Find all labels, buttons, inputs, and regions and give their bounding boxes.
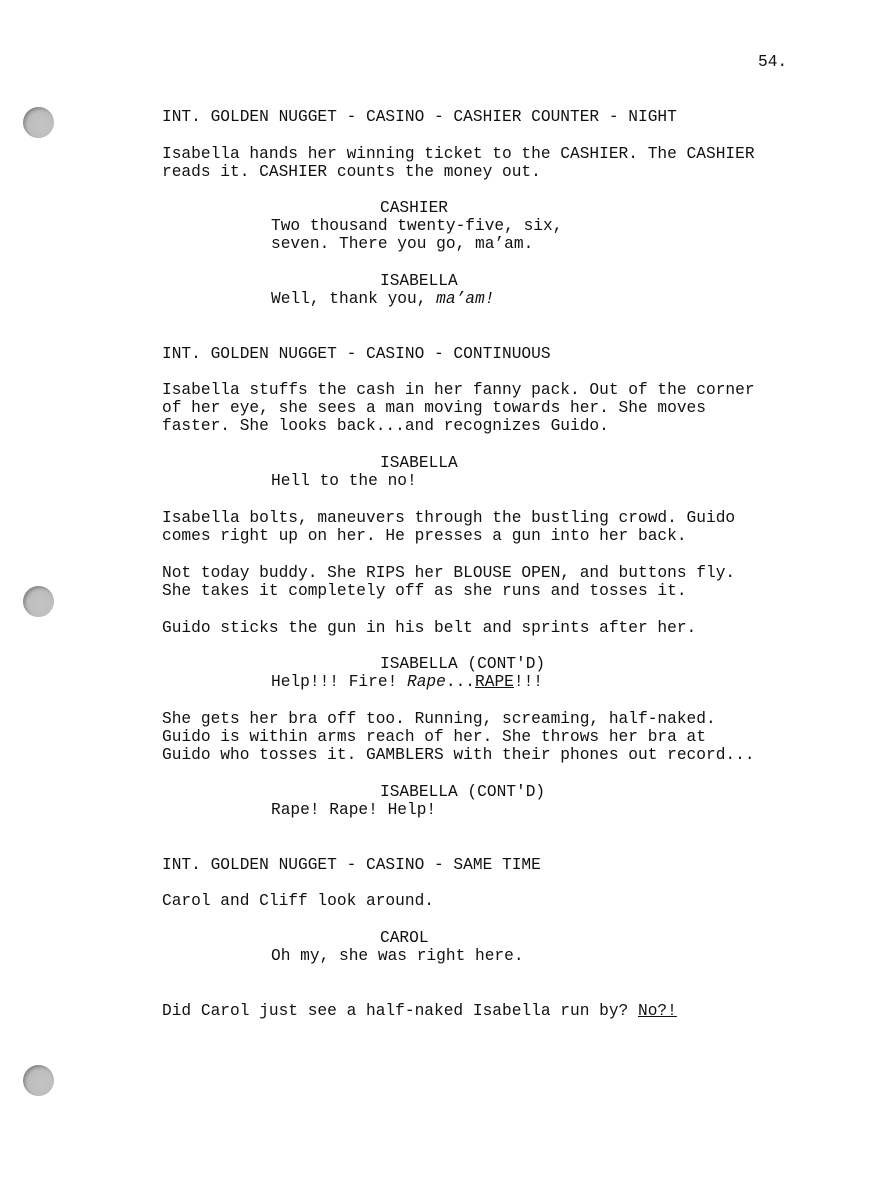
dialogue-underline: RAPE xyxy=(475,673,514,691)
character-name: ISABELLA xyxy=(380,272,458,290)
action-text: Isabella hands her winning ticket to the CASHIER. The CASHIER reads it. CASHIER counts the money out. xyxy=(162,145,755,182)
action-underline: No?! xyxy=(638,1002,677,1020)
dialogue-part: !!! xyxy=(513,673,544,691)
dialogue: Rape! Rape! Help! xyxy=(271,801,437,819)
binder-hole xyxy=(23,107,54,138)
page-number: 54. xyxy=(758,53,788,71)
binder-hole xyxy=(23,586,54,617)
action-text: Isabella bolts, maneuvers through the bustling crowd. Guido comes right up on her. He presses a gun into her back. xyxy=(162,509,736,546)
action-text: She gets her bra off too. Running, screaming, half-naked. Guido is within arms reach of her. She throws her bra at Guido who tosses it. GAMBLERS with their phones out record... xyxy=(162,710,755,765)
character-name: ISABELLA (CONT'D) xyxy=(380,655,546,673)
character-name: CAROL xyxy=(380,929,429,947)
dialogue-part: ... xyxy=(445,673,476,691)
character-name: CASHIER xyxy=(380,199,448,217)
character-name: ISABELLA (CONT'D) xyxy=(380,783,546,801)
dialogue-emphasis: ma’am! xyxy=(436,290,495,308)
dialogue: Oh my, she was right here. xyxy=(271,947,524,965)
dialogue-part: Help!!! Fire! xyxy=(271,673,407,691)
action-text: Not today buddy. She RIPS her BLOUSE OPEN, and buttons fly. She takes it completely off as she runs and tosses it. xyxy=(162,564,736,601)
dialogue: Hell to the no! xyxy=(271,472,417,490)
action-text: Carol and Cliff look around. xyxy=(162,892,434,910)
character-name: ISABELLA xyxy=(380,454,458,472)
action-text xyxy=(162,1002,677,1020)
action-text: Isabella stuffs the cash in her fanny pack. Out of the corner of her eye, she sees a man moving towards her. She moves faster. She looks back...and recognizes Guido. xyxy=(162,381,755,436)
action-text: Guido sticks the gun in his belt and sprints after her. xyxy=(162,619,697,637)
dialogue-part: Well, thank you, xyxy=(271,290,437,308)
binder-hole xyxy=(23,1065,54,1096)
dialogue: Two thousand twenty-five, six, seven. There you go, ma’am. xyxy=(271,217,563,254)
dialogue xyxy=(271,290,494,308)
scene-heading: INT. GOLDEN NUGGET - CASINO - SAME TIME xyxy=(162,856,541,874)
action-part: Did Carol just see a half-naked Isabella run by? xyxy=(162,1002,638,1020)
dialogue-emphasis: Rape xyxy=(407,673,446,691)
dialogue xyxy=(271,673,543,691)
scene-heading: INT. GOLDEN NUGGET - CASINO - CONTINUOUS xyxy=(162,345,551,363)
scene-heading: INT. GOLDEN NUGGET - CASINO - CASHIER COUNTER - NIGHT xyxy=(162,108,677,126)
